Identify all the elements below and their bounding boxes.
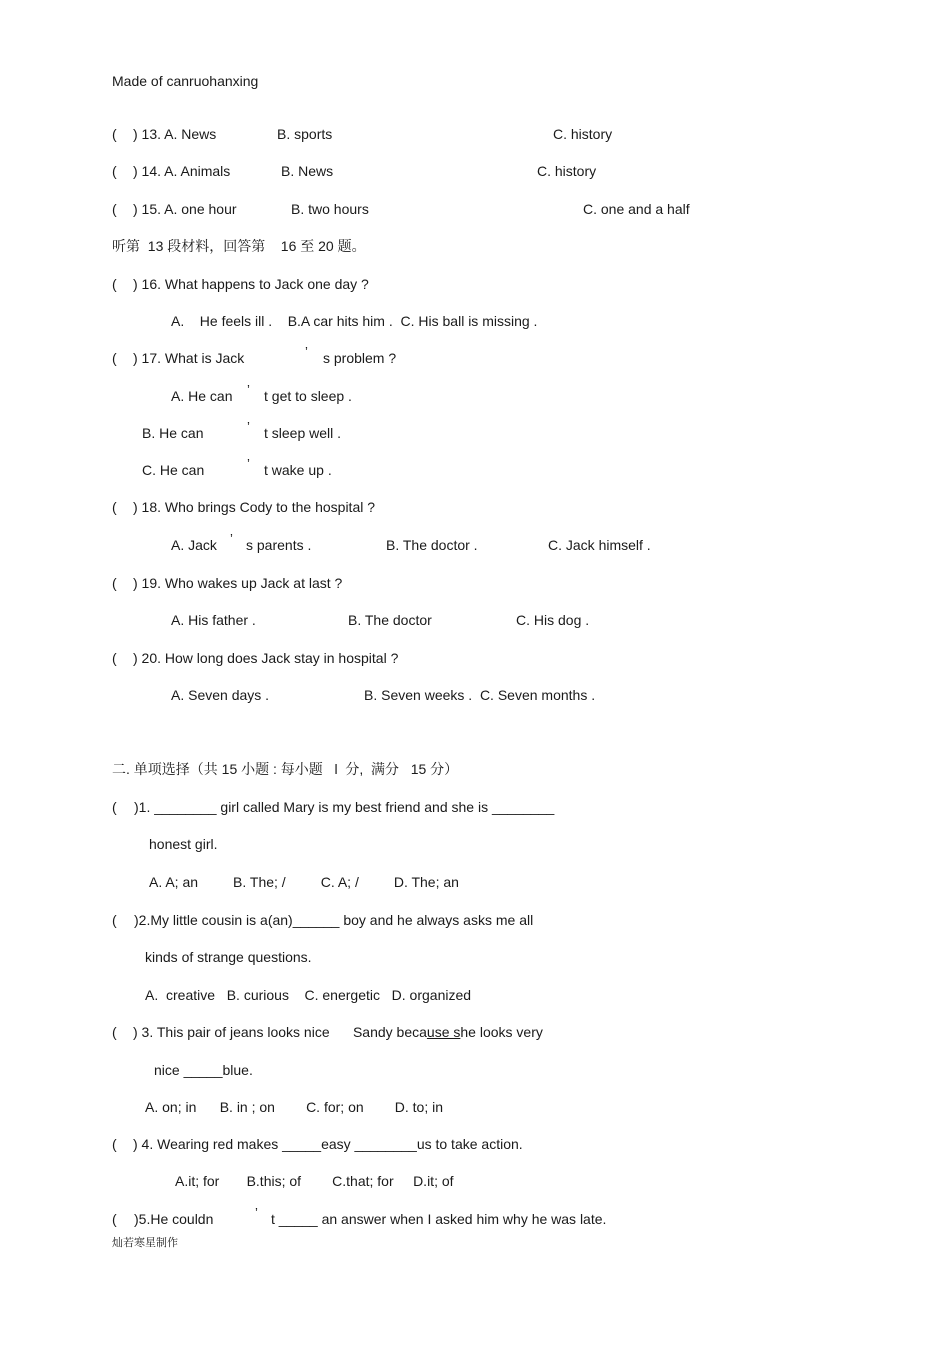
mc4-options: A.it; for B.this; of C.that; for D.it; of xyxy=(175,1173,454,1189)
q13-option-c: C. history xyxy=(553,126,613,142)
q13-text: ) 13. A. News xyxy=(133,126,217,142)
q18-option-c: C. Jack himself . xyxy=(548,537,651,553)
q20-text: ) 20. How long does Jack stay in hospital ? xyxy=(133,650,399,666)
mc2-paren: ( xyxy=(112,912,117,928)
mc3-text-underlined: use s xyxy=(426,1024,461,1040)
mc1-options: A. A; an B. The; / C. A; / D. The; an xyxy=(149,874,459,890)
q18-option-b: B. The doctor . xyxy=(386,537,478,553)
mc5-text: )5.He couldn xyxy=(134,1211,214,1227)
q17-option-b-apostrophe: ’ xyxy=(247,419,250,434)
mc4-text: ) 4. Wearing red makes _____easy ________us to take action. xyxy=(133,1136,523,1152)
q18-text: ) 18. Who brings Cody to the hospital ? xyxy=(133,499,376,515)
q17-option-c-end: t wake up . xyxy=(264,462,332,478)
q14-paren: ( xyxy=(112,163,117,179)
mc5-text-end: t _____ an answer when I asked him why he was late. xyxy=(271,1211,607,1227)
mc1-paren: ( xyxy=(112,799,117,815)
q15-option-b: B. two hours xyxy=(291,201,369,217)
q17-option-a-end: t get to sleep . xyxy=(264,388,352,404)
q16-text: ) 16. What happens to Jack one day ? xyxy=(133,276,369,292)
q19-text: ) 19. Who wakes up Jack at last ? xyxy=(133,575,343,591)
q19-option-c: C. His dog . xyxy=(516,612,590,628)
q17-apostrophe: ’ xyxy=(305,344,308,359)
q19-option-b: B. The doctor xyxy=(348,612,432,628)
mc3-line2: nice _____blue. xyxy=(154,1062,253,1078)
mc2-line2: kinds of strange questions. xyxy=(145,949,312,965)
mc3-options: A. on; in B. in ; on C. for; on D. to; in xyxy=(145,1099,444,1115)
mc3-text-end: he looks very xyxy=(460,1024,543,1040)
q13-paren: ( xyxy=(112,126,117,142)
q18-option-a-apostrophe: ’ xyxy=(230,531,233,546)
q18-option-a-end: s parents . xyxy=(246,537,312,553)
q13-option-b: B. sports xyxy=(277,126,333,142)
q15-paren: ( xyxy=(112,201,117,217)
page-header: Made of canruohanxing xyxy=(112,73,259,89)
q15-text: ) 15. A. one hour xyxy=(133,201,237,217)
mc5-apostrophe: ’ xyxy=(255,1205,258,1220)
q14-option-c: C. history xyxy=(537,163,597,179)
q15-option-c: C. one and a half xyxy=(583,201,690,217)
mc2-options: A. creative B. curious C. energetic D. organized xyxy=(145,987,472,1003)
mc4-paren: ( xyxy=(112,1136,117,1152)
part2-title: 二. 单项选择（共 15 小题 : 每小题 l 分, 满分 15 分） xyxy=(112,761,459,777)
mc5-paren: ( xyxy=(112,1211,117,1227)
q17-option-b-end: t sleep well . xyxy=(264,425,342,441)
q17-text: ) 17. What is Jack xyxy=(133,350,245,366)
q17-option-a: A. He can xyxy=(171,388,233,404)
mc3-text xyxy=(133,1024,543,1040)
q18-option-a: A. Jack xyxy=(171,537,217,553)
q14-text: ) 14. A. Animals xyxy=(133,163,231,179)
mc2-text: )2.My little cousin is a(an)______ boy and he always asks me all xyxy=(134,912,534,928)
q18-paren: ( xyxy=(112,499,117,515)
q17-option-b: B. He can xyxy=(142,425,204,441)
q20-option-bc: B. Seven weeks . C. Seven months . xyxy=(364,687,596,703)
q17-paren: ( xyxy=(112,350,117,366)
q16-paren: ( xyxy=(112,276,117,292)
q16-options: A. He feels ill . B.A car hits him . C. His ball is missing . xyxy=(171,313,538,329)
q17-text-end: s problem ? xyxy=(323,350,397,366)
section-13-instruction: 听第 13 段材料，回答第 16 至 20 题。 xyxy=(112,238,366,254)
mc3-text-start: ) 3. This pair of jeans looks nice Sandy beca xyxy=(133,1024,427,1040)
q19-paren: ( xyxy=(112,575,117,591)
q17-option-a-apostrophe: ’ xyxy=(247,382,250,397)
q17-option-c-apostrophe: ’ xyxy=(247,456,250,471)
q19-option-a: A. His father . xyxy=(171,612,256,628)
q14-option-b: B. News xyxy=(281,163,334,179)
q20-option-a: A. Seven days . xyxy=(171,687,270,703)
mc3-paren: ( xyxy=(112,1024,117,1040)
q17-option-c: C. He can xyxy=(142,462,205,478)
mc1-text: )1. ________ girl called Mary is my best friend and she is ________ xyxy=(134,799,555,815)
page-footer: 灿若寒星制作 xyxy=(112,1237,178,1249)
mc1-line2: honest girl. xyxy=(149,836,218,852)
q20-paren: ( xyxy=(112,650,117,666)
